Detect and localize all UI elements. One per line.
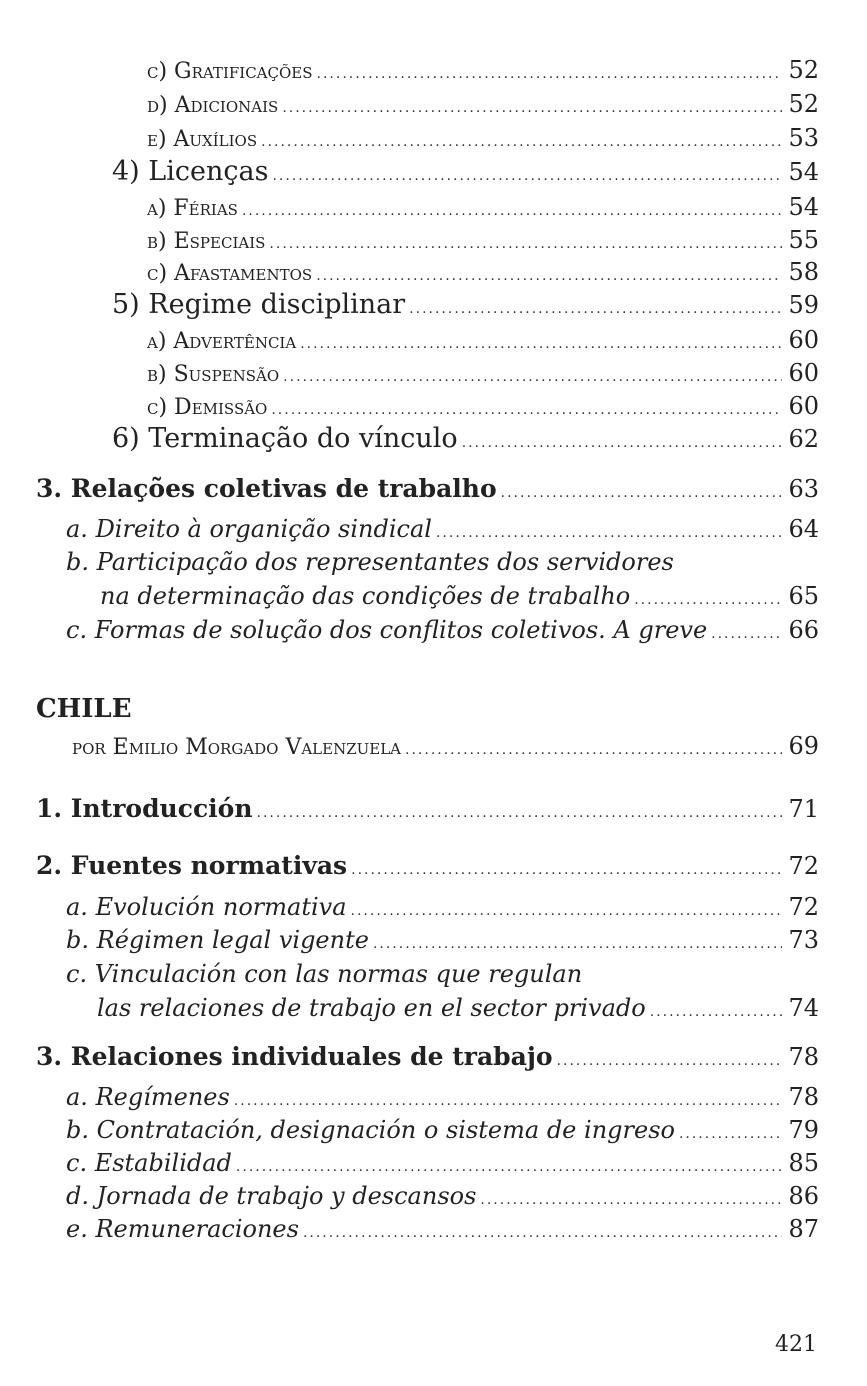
toc-entry-regime-disciplinar [112,289,819,320]
toc-section-relaciones-individuales [36,1042,819,1071]
dot-leader [409,301,782,317]
dot-leader [271,402,782,418]
toc-entry-ferias [147,193,819,221]
toc-entry-vinculacion-line2 [97,994,819,1022]
dot-leader [317,66,783,82]
dot-leader [634,592,782,608]
dot-leader [405,742,782,758]
toc-page: 79 [788,1116,819,1144]
toc-label: d. Jornada de trabajo y descansos [66,1182,477,1210]
toc-entry-remuneraciones [66,1215,819,1243]
toc-section-fuentes-normativas [36,851,819,880]
toc-label: d) Adicionais [147,93,279,118]
toc-page: 52 [788,56,819,84]
toc-entry-advertencia [147,326,819,354]
toc-label: a) Férias [147,196,238,221]
page-number: 421 [775,1332,817,1357]
toc-label: a) Advertência [147,329,297,354]
dot-leader [351,862,782,878]
dot-leader [480,1192,782,1208]
toc-label: a. Evolución normativa [66,893,347,921]
toc-entry-author [72,732,819,760]
toc-label: na determinação das condições de trabalho [100,582,631,610]
toc-label: e) Auxílios [147,127,258,152]
toc-page: 69 [788,732,819,760]
dot-leader [462,435,783,451]
toc-label: a. Direito à organição sindical [66,515,432,543]
toc-page: 55 [788,226,819,254]
toc-entry-gratificacoes [147,56,819,84]
dot-leader [316,268,782,284]
toc-entry-licencas [112,156,819,187]
dot-leader [257,805,783,821]
toc-entry-direito-organicao-sindical [66,515,819,543]
toc-section-relacoes-coletivas [36,474,819,503]
toc-entry-participacao-line2 [100,582,819,610]
dot-leader [236,1159,783,1175]
toc-page: 64 [788,515,819,543]
dot-leader [679,1126,783,1142]
toc-section-introduccion [36,794,819,823]
toc-entry-vinculacion-line1: c. Vinculación con las normas que regulan [66,960,583,988]
toc-page: 71 [788,795,819,823]
toc-entry-contratacion [66,1116,819,1144]
toc-section-title: 1. Introducción [36,794,253,823]
dot-leader [300,336,782,352]
toc-page: 63 [788,475,819,503]
dot-leader [282,100,782,116]
country-heading: CHILE [36,694,132,724]
toc-page: 54 [788,193,819,221]
toc-entry-evolucion-normativa [66,893,819,921]
toc-page: 78 [788,1043,819,1071]
toc-section-title: 3. Relaciones individuales de trabajo [36,1042,553,1071]
toc-label: b. Régimen legal vigente [66,926,369,954]
dot-leader [436,525,782,541]
dot-leader [557,1053,783,1069]
dot-leader [373,936,783,952]
toc-entry-jornada-de-trabajo [66,1182,819,1210]
toc-page: 60 [788,326,819,354]
toc-page: 54 [788,158,819,186]
toc-label: 6) Terminação do vínculo [112,423,458,454]
dot-leader [234,1093,783,1109]
toc-entry-regimen-legal-vigente [66,926,819,954]
dot-leader [283,369,782,385]
toc-page: 60 [788,359,819,387]
dot-leader [711,626,782,642]
toc-label: c. Formas de solução dos conflitos coletivos. A greve [66,616,708,644]
dot-leader [351,903,783,919]
toc-label: c) Demissão [147,395,268,420]
toc-page: 72 [788,893,819,921]
toc-entry-demissao [147,392,819,420]
dot-leader [269,236,782,252]
toc-label: b. Contratación, designación o sistema de ingreso [66,1116,675,1144]
toc-entry-participacao-line1: b. Participação dos representantes dos servidores [66,548,674,576]
toc-label: 4) Licenças [112,156,269,187]
dot-leader [242,203,783,219]
toc-entry-suspensao [147,359,819,387]
toc-page: 74 [788,994,819,1022]
toc-page: 87 [788,1215,819,1243]
toc-page: 73 [788,926,819,954]
toc-entry-auxilios [147,124,819,152]
toc-label: e. Remuneraciones [66,1215,299,1243]
toc-page: 72 [788,852,819,880]
dot-leader [261,134,782,150]
toc-label: 5) Regime disciplinar [112,289,406,320]
toc-section-title: 2. Fuentes normativas [36,851,348,880]
toc-entry-terminacao-do-vinculo [112,423,819,454]
dot-leader [501,485,783,501]
toc-page: 78 [788,1083,819,1111]
toc-page: 85 [788,1149,819,1177]
toc-label: las relaciones de trabajo en el sector privado [97,994,646,1022]
toc-label: b) Suspensão [147,362,280,387]
toc-page: 59 [788,291,819,319]
toc-page: 52 [788,90,819,118]
toc-entry-regimenes [66,1083,819,1111]
toc-entry-formas-de-solucao [66,616,819,644]
dot-leader [272,168,782,184]
toc-entry-afastamentos [147,258,819,286]
toc-label: c) Gratificações [147,59,313,84]
dot-leader [650,1004,783,1020]
toc-label: c) Afastamentos [147,261,313,286]
toc-author: por Emilio Morgado Valenzuela [72,735,402,760]
dot-leader [303,1225,783,1241]
toc-label: a. Regímenes [66,1083,230,1111]
toc-entry-estabilidad [66,1149,819,1177]
toc-section-title: 3. Relações coletivas de trabalho [36,474,497,503]
toc-page: 58 [788,258,819,286]
toc-page: 60 [788,392,819,420]
toc-label: b) Especiais [147,229,266,254]
toc-page: 86 [788,1182,819,1210]
toc-page: 66 [788,616,819,644]
toc-label: c. Estabilidad [66,1149,232,1177]
toc-page: 53 [788,124,819,152]
toc-entry-especiais [147,226,819,254]
toc-page: 65 [788,582,819,610]
toc-page: 62 [788,425,819,453]
toc-entry-adicionais [147,90,819,118]
